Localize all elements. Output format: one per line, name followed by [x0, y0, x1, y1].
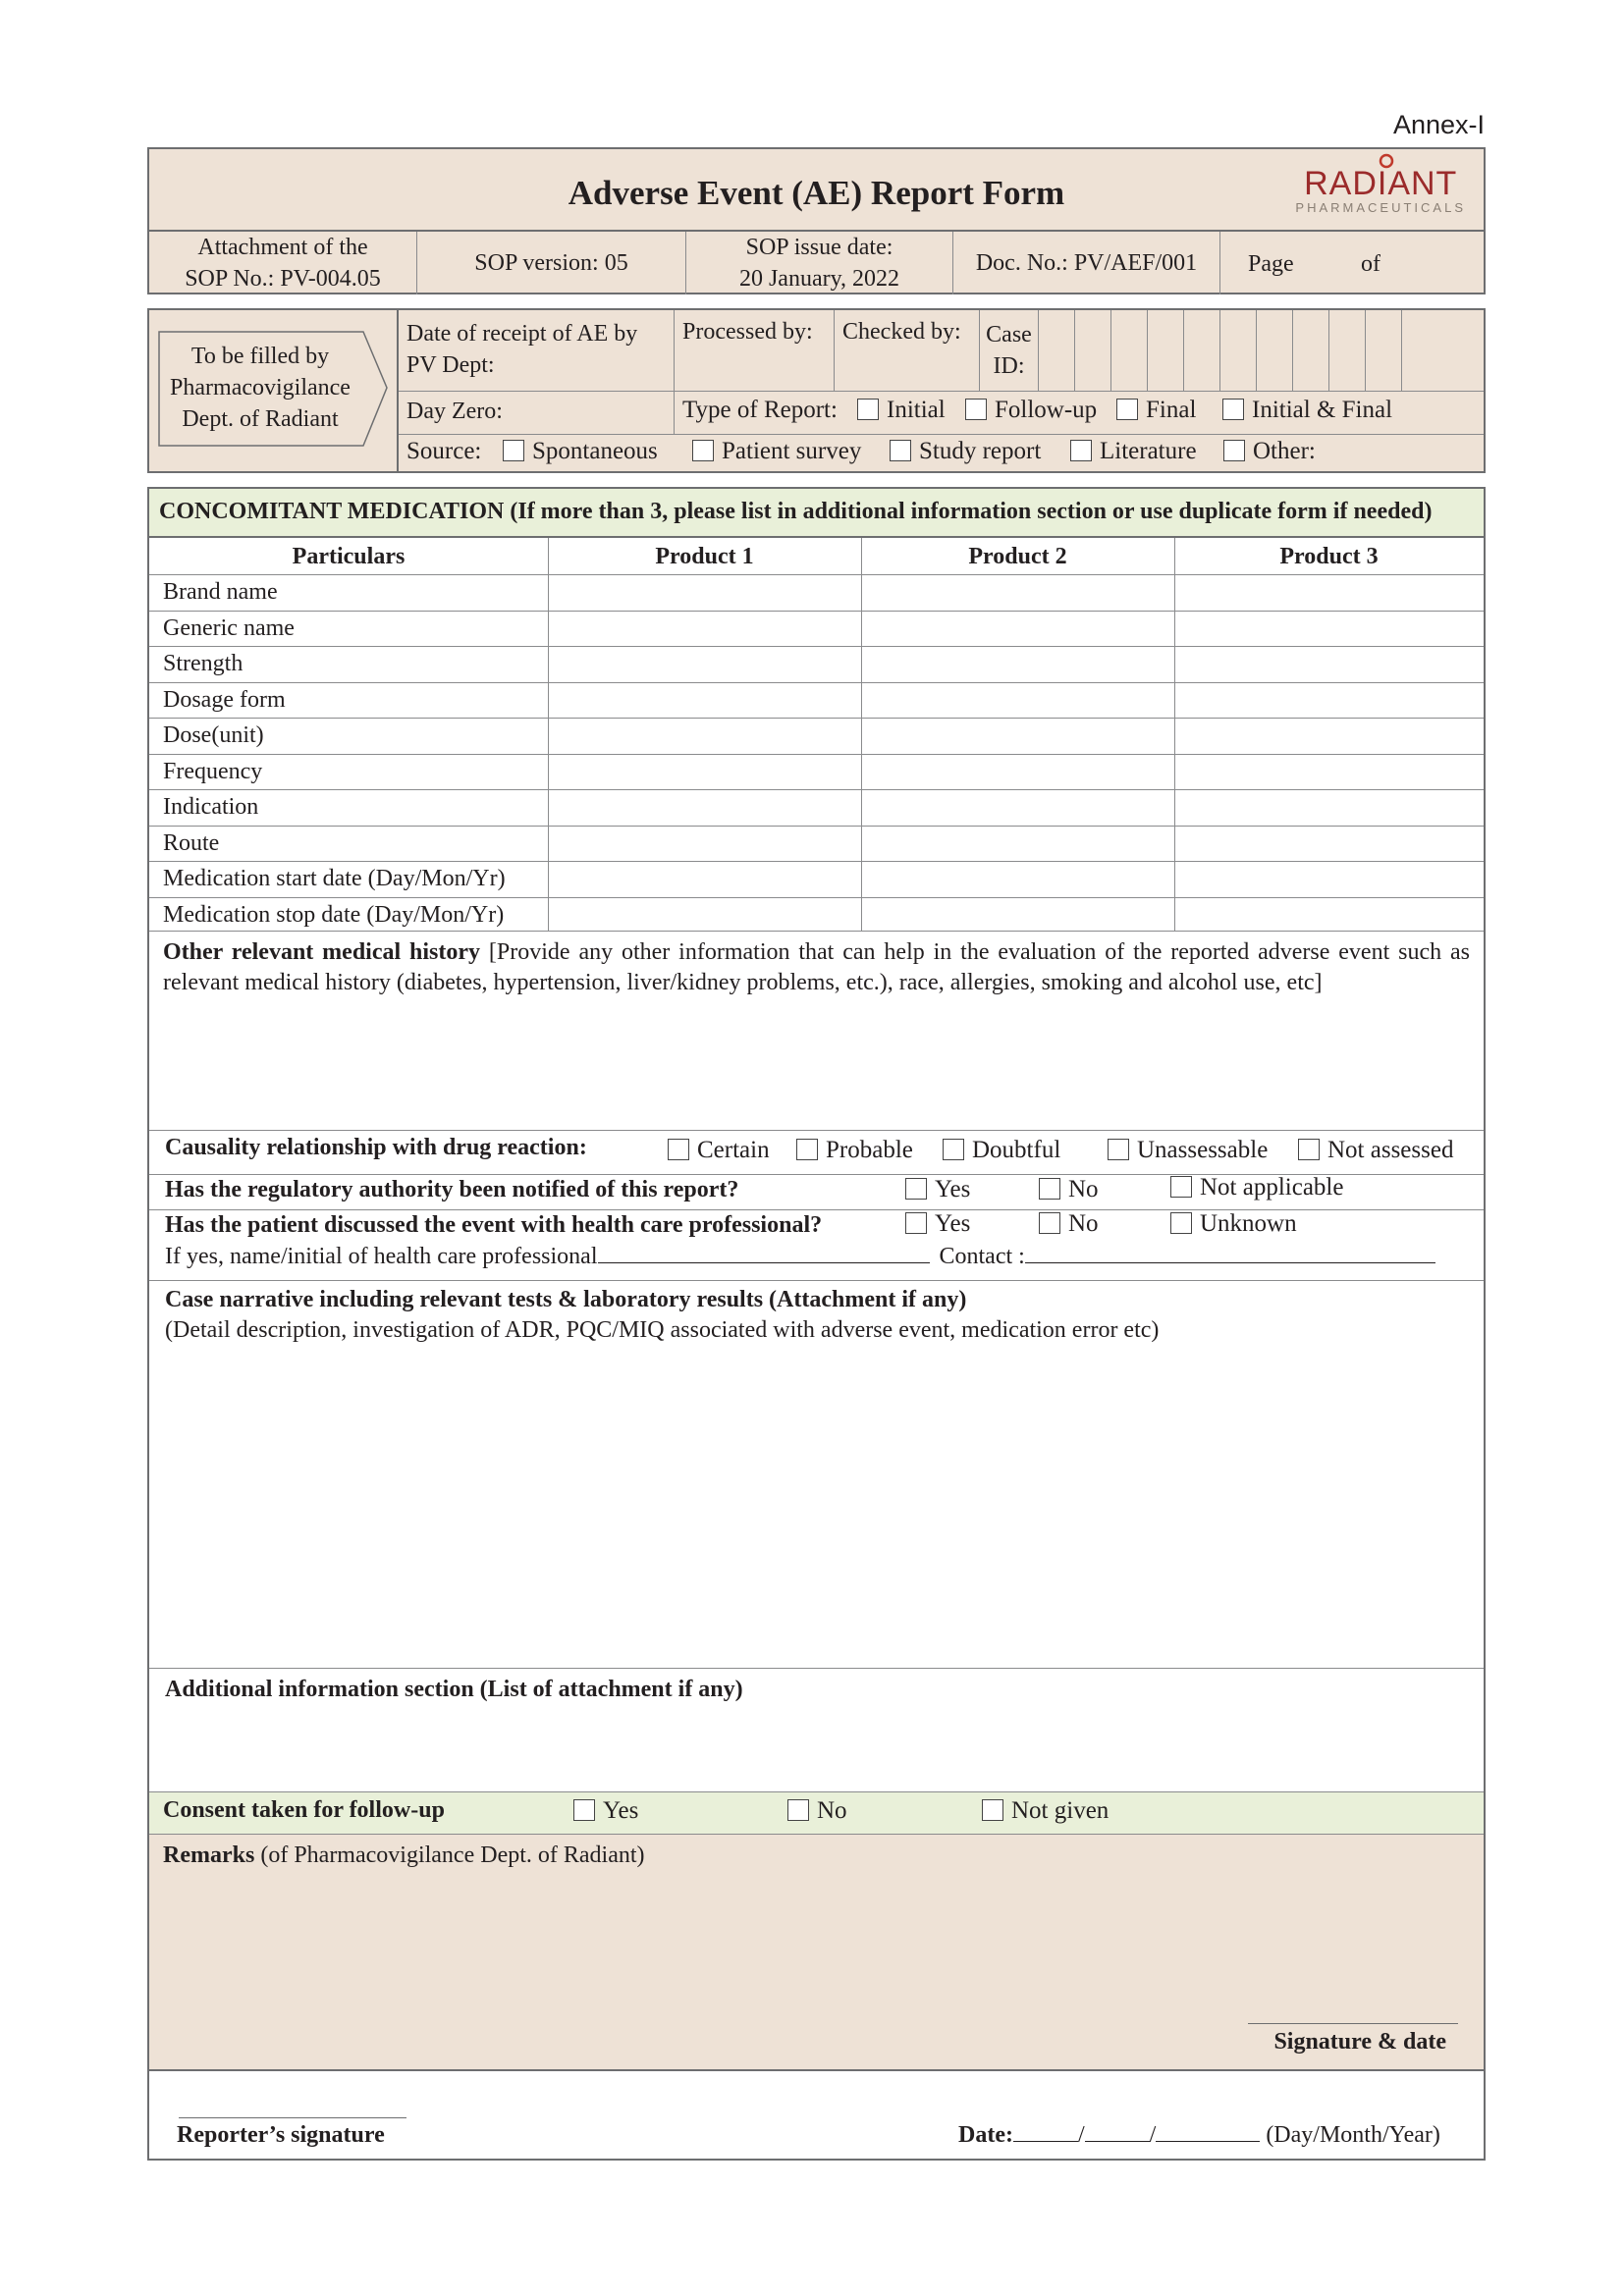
report-type-initial[interactable]: Initial — [857, 397, 946, 424]
table-row: Medication start date (Day/Mon/Yr) — [163, 866, 506, 891]
reporter-signature-label: Reporter’s signature — [177, 2122, 385, 2148]
form-header — [147, 147, 1486, 294]
pv-tag-line3: Dept. of Radiant — [182, 406, 339, 432]
checkbox-icon[interactable] — [965, 399, 987, 420]
case-id-label — [979, 310, 1038, 391]
source-literature[interactable]: Literature — [1070, 438, 1197, 465]
discussed-unknown[interactable]: Unknown — [1170, 1210, 1297, 1238]
of-label: of — [1361, 251, 1380, 277]
table-row: Medication stop date (Day/Mon/Yr) — [163, 901, 505, 928]
logo-mark-icon — [1372, 153, 1401, 169]
medication-heading-note: (If more than 3, please list in additional information section or use duplicate form if needed) — [510, 499, 1433, 524]
column-header-particulars: Particulars — [292, 543, 406, 569]
issue-line1: SOP issue date: — [745, 235, 893, 260]
consent-label: Consent taken for follow-up — [163, 1797, 445, 1823]
regulatory-yes[interactable]: Yes — [905, 1176, 970, 1203]
causality-doubtful[interactable]: Doubtful — [943, 1137, 1060, 1164]
table-row: Dosage form — [163, 686, 286, 713]
causality-certain[interactable]: Certain — [668, 1137, 770, 1164]
day-zero-label: Day Zero: — [406, 399, 503, 424]
issue-line2: 20 January, 2022 — [738, 266, 900, 292]
checkbox-icon[interactable] — [1039, 1178, 1060, 1200]
checkbox-icon[interactable] — [503, 440, 524, 461]
contact-line[interactable] — [1025, 1262, 1435, 1263]
regulatory-label: Has the regulatory authority been notified of this report? — [165, 1177, 739, 1202]
table-row: Indication — [163, 794, 259, 820]
regulatory-not-applicable[interactable]: Not applicable — [1170, 1174, 1343, 1201]
medical-history-field[interactable] — [149, 931, 1484, 1130]
reporter-section — [149, 2069, 1484, 2161]
additional-info-title: Additional information section (List of attachment if any) — [165, 1677, 743, 1702]
report-type-row — [674, 391, 1484, 434]
pv-tag-line1: To be filled by — [190, 344, 330, 369]
checkbox-icon[interactable] — [1108, 1139, 1129, 1160]
checkbox-icon[interactable] — [890, 440, 911, 461]
page-number — [1219, 232, 1484, 294]
report-type-initial-final[interactable]: Initial & Final — [1222, 397, 1392, 424]
medication-table — [149, 536, 1484, 931]
table-row: Strength — [163, 651, 244, 676]
consent-row — [149, 1791, 1484, 1834]
table-row: Brand name — [163, 579, 278, 605]
attachment-line1: Attachment of the — [197, 235, 368, 260]
day-zero-field[interactable] — [399, 391, 674, 434]
discussed-no[interactable]: No — [1039, 1210, 1099, 1238]
case-id-boxes[interactable] — [1038, 310, 1484, 391]
main-form — [147, 487, 1486, 2161]
checkbox-icon[interactable] — [905, 1212, 927, 1234]
date-label: Date: — [958, 2122, 1013, 2148]
source-study-report[interactable]: Study report — [890, 438, 1041, 465]
discussed-row — [149, 1209, 1484, 1280]
company-logo — [1295, 167, 1466, 215]
date-month-line[interactable] — [1085, 2141, 1150, 2142]
column-header-product-1: Product 1 — [655, 543, 754, 569]
checkbox-icon[interactable] — [692, 440, 714, 461]
column-header-product-2: Product 2 — [968, 543, 1067, 569]
consent-not-given[interactable]: Not given — [982, 1797, 1109, 1825]
report-type-final[interactable]: Final — [1116, 397, 1196, 424]
checkbox-icon[interactable] — [1223, 440, 1245, 461]
date-day-line[interactable] — [1013, 2141, 1078, 2142]
consent-no[interactable]: No — [787, 1797, 847, 1825]
attachment-line2: SOP No.: PV-004.05 — [185, 266, 381, 292]
remarks-note: (of Pharmacovigilance Dept. of Radiant) — [260, 1842, 645, 1868]
date-year-line[interactable] — [1156, 2141, 1260, 2142]
regulatory-no[interactable]: No — [1039, 1176, 1099, 1203]
case-narrative-title: Case narrative including relevant tests & laboratory results (Attachment if any) — [165, 1287, 967, 1312]
consent-yes[interactable]: Yes — [573, 1797, 638, 1825]
logo-wordmark: RADIANT — [1304, 165, 1458, 202]
source-label: Source: — [406, 438, 482, 464]
page-label: Page — [1248, 251, 1294, 277]
remarks-field[interactable] — [149, 1834, 1484, 2069]
source-row — [399, 434, 1484, 473]
checked-by-label: Checked by: — [842, 319, 961, 345]
checkbox-icon[interactable] — [1170, 1212, 1192, 1234]
table-row: Dose(unit) — [163, 722, 264, 748]
checkbox-icon[interactable] — [668, 1139, 689, 1160]
pv-tag-line2: Pharmacovigilance — [170, 375, 351, 400]
additional-info-field[interactable] — [149, 1668, 1484, 1791]
causality-row — [149, 1130, 1484, 1174]
checkbox-icon[interactable] — [1116, 399, 1138, 420]
checkbox-icon[interactable] — [1298, 1139, 1320, 1160]
pv-signature-label: Signature & date — [1273, 2029, 1446, 2055]
causality-unassessable[interactable]: Unassessable — [1108, 1137, 1268, 1164]
annex-label: Annex-I — [1392, 110, 1485, 139]
sop-version: SOP version: 05 — [416, 232, 685, 294]
case-narrative-field[interactable] — [149, 1280, 1484, 1668]
checkbox-icon[interactable] — [1070, 440, 1092, 461]
checkbox-icon[interactable] — [943, 1139, 964, 1160]
regulatory-row — [149, 1174, 1484, 1209]
processed-by-label: Processed by: — [682, 319, 813, 345]
hcp-name-line[interactable] — [598, 1262, 930, 1263]
checkbox-icon[interactable] — [1222, 399, 1244, 420]
receipt-date-field[interactable] — [399, 314, 674, 389]
source-patient-survey[interactable]: Patient survey — [692, 438, 861, 465]
column-header-product-3: Product 3 — [1279, 543, 1379, 569]
case-line1: Case — [986, 322, 1032, 347]
case-narrative-instructions: (Detail description, investigation of ADR, PQC/MIQ associated with adverse event, medication error etc) — [165, 1317, 1160, 1343]
table-row: Route — [163, 829, 220, 856]
date-format-hint: (Day/Month/Year) — [1266, 2122, 1440, 2148]
checkbox-icon[interactable] — [857, 399, 879, 420]
case-line2: ID: — [993, 353, 1025, 379]
logo-subtitle: PHARMACEUTICALS — [1295, 200, 1466, 215]
causality-not-assessed[interactable]: Not assessed — [1298, 1137, 1453, 1164]
pv-section — [147, 308, 1486, 473]
source-spontaneous[interactable]: Spontaneous — [503, 438, 658, 465]
medication-heading-title: CONCOMITANT MEDICATION — [159, 499, 505, 524]
checkbox-icon[interactable] — [787, 1799, 809, 1821]
checkbox-icon[interactable] — [796, 1139, 818, 1160]
discussed-label: Has the patient discussed the event with health care professional? — [165, 1212, 823, 1238]
report-type-follow-up[interactable]: Follow-up — [965, 397, 1097, 424]
causality-probable[interactable]: Probable — [796, 1137, 913, 1164]
checkbox-icon[interactable] — [573, 1799, 595, 1821]
receipt-line2: PV Dept: — [406, 352, 495, 378]
checkbox-icon[interactable] — [905, 1178, 927, 1200]
checkbox-icon[interactable] — [982, 1799, 1003, 1821]
report-date-field[interactable]: Date: / / (Day/Month/Year) — [958, 2122, 1440, 2148]
form-title: Adverse Event (AE) Report Form — [568, 174, 1065, 212]
checkbox-icon[interactable] — [1039, 1212, 1060, 1234]
medication-heading — [149, 489, 1484, 536]
medical-history-instructions: [Provide any other information that can help in the evaluation of the reported adverse event such as relevant medical history (diabetes, hypertension, liver/kidney problems, etc.), race, allergies, smoking and alcohol use, etc] — [163, 939, 1471, 995]
sop-issue-date — [685, 232, 952, 294]
checkbox-icon[interactable] — [1170, 1176, 1192, 1198]
pv-signature-line — [1248, 2023, 1458, 2024]
receipt-line1: Date of receipt of AE by — [406, 321, 638, 347]
table-row: Frequency — [163, 758, 263, 784]
processed-by-field[interactable] — [674, 310, 834, 391]
table-row: Generic name — [163, 614, 295, 641]
discussed-yes[interactable]: Yes — [905, 1210, 970, 1238]
hcp-name-field[interactable]: If yes, name/initial of health care professional Contact : — [165, 1244, 1435, 1270]
remarks-title: Remarks — [163, 1842, 255, 1868]
attachment-info — [149, 232, 416, 294]
report-type-label: Type of Report: — [682, 397, 838, 423]
doc-number: Doc. No.: PV/AEF/001 — [952, 232, 1219, 294]
reporter-signature-line[interactable] — [179, 2117, 406, 2118]
pv-tag — [157, 330, 363, 446]
causality-label: Causality relationship with drug reaction: — [165, 1135, 587, 1160]
medical-history-title: Other relevant medical history — [163, 939, 481, 965]
checked-by-field[interactable] — [834, 310, 979, 391]
source-other[interactable]: Other: — [1223, 438, 1316, 465]
